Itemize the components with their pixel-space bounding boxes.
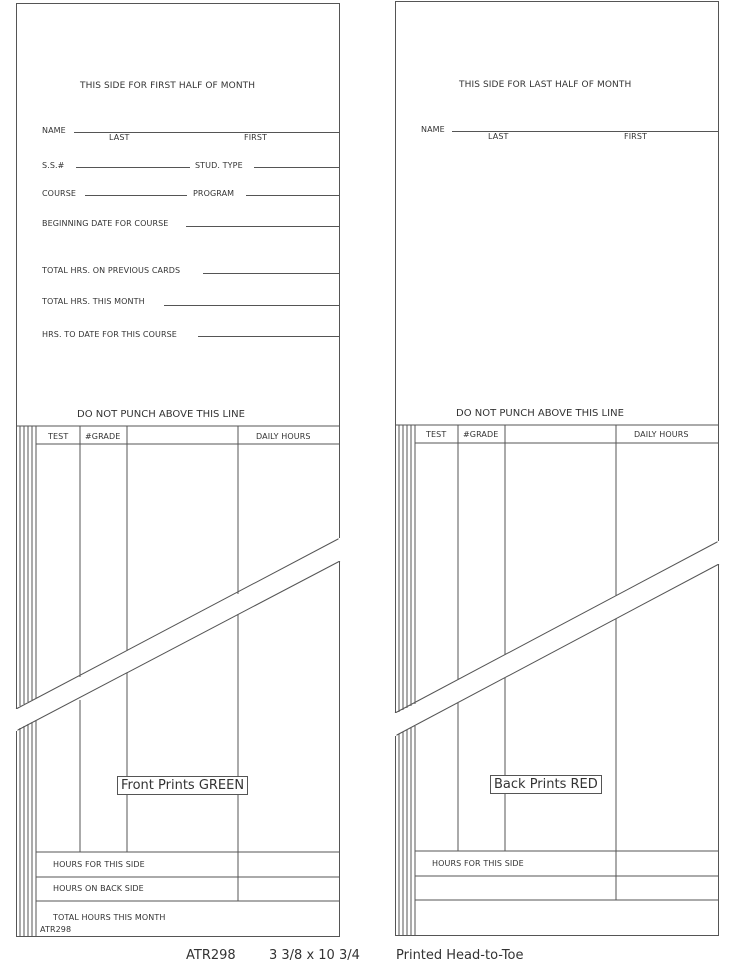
front-stud-type-label: STUD. TYPE bbox=[195, 161, 243, 170]
front-hrs-to-date-label: HRS. TO DATE FOR THIS COURSE bbox=[42, 330, 177, 339]
back-print-note: Back Prints RED bbox=[490, 775, 602, 794]
back-heading: THIS SIDE FOR LAST HALF OF MONTH bbox=[459, 80, 632, 90]
front-col-test: TEST bbox=[48, 432, 69, 441]
front-col-grade: #GRADE bbox=[85, 432, 121, 441]
front-total-month-label: TOTAL HRS. THIS MONTH bbox=[42, 297, 145, 306]
front-punch-label: DO NOT PUNCH ABOVE THIS LINE bbox=[77, 409, 245, 420]
front-total-hours-month: TOTAL HOURS THIS MONTH bbox=[53, 913, 166, 922]
back-col-test: TEST bbox=[426, 430, 447, 439]
front-last-label: LAST bbox=[109, 133, 130, 142]
front-name-label: NAME bbox=[42, 126, 66, 135]
back-name-label: NAME bbox=[421, 125, 445, 134]
front-ss-label: S.S.# bbox=[42, 161, 65, 170]
back-punch-label: DO NOT PUNCH ABOVE THIS LINE bbox=[456, 408, 624, 419]
footer-code: ATR298 bbox=[186, 948, 236, 963]
front-total-prev-label: TOTAL HRS. ON PREVIOUS CARDS bbox=[42, 266, 181, 275]
front-course-label: COURSE bbox=[42, 189, 77, 198]
footer-note: Printed Head-to-Toe bbox=[396, 948, 524, 963]
footer-size: 3 3/8 x 10 3/4 bbox=[269, 948, 360, 963]
back-last-label: LAST bbox=[488, 132, 509, 141]
front-heading: THIS SIDE FOR FIRST HALF OF MONTH bbox=[80, 81, 256, 91]
front-col-daily: DAILY HOURS bbox=[256, 432, 311, 441]
front-hours-back-side: HOURS ON BACK SIDE bbox=[53, 884, 144, 893]
back-col-daily: DAILY HOURS bbox=[634, 430, 689, 439]
front-program-label: PROGRAM bbox=[193, 189, 235, 198]
front-hours-this-side: HOURS FOR THIS SIDE bbox=[53, 860, 145, 869]
front-print-note: Front Prints GREEN bbox=[117, 776, 248, 795]
back-hours-this-side: HOURS FOR THIS SIDE bbox=[432, 859, 524, 868]
front-beginning-date-label: BEGINNING DATE FOR COURSE bbox=[42, 219, 169, 228]
back-first-label: FIRST bbox=[624, 132, 647, 141]
front-form-code: ATR298 bbox=[40, 925, 72, 934]
front-first-label: FIRST bbox=[244, 133, 267, 142]
back-col-grade: #GRADE bbox=[463, 430, 499, 439]
